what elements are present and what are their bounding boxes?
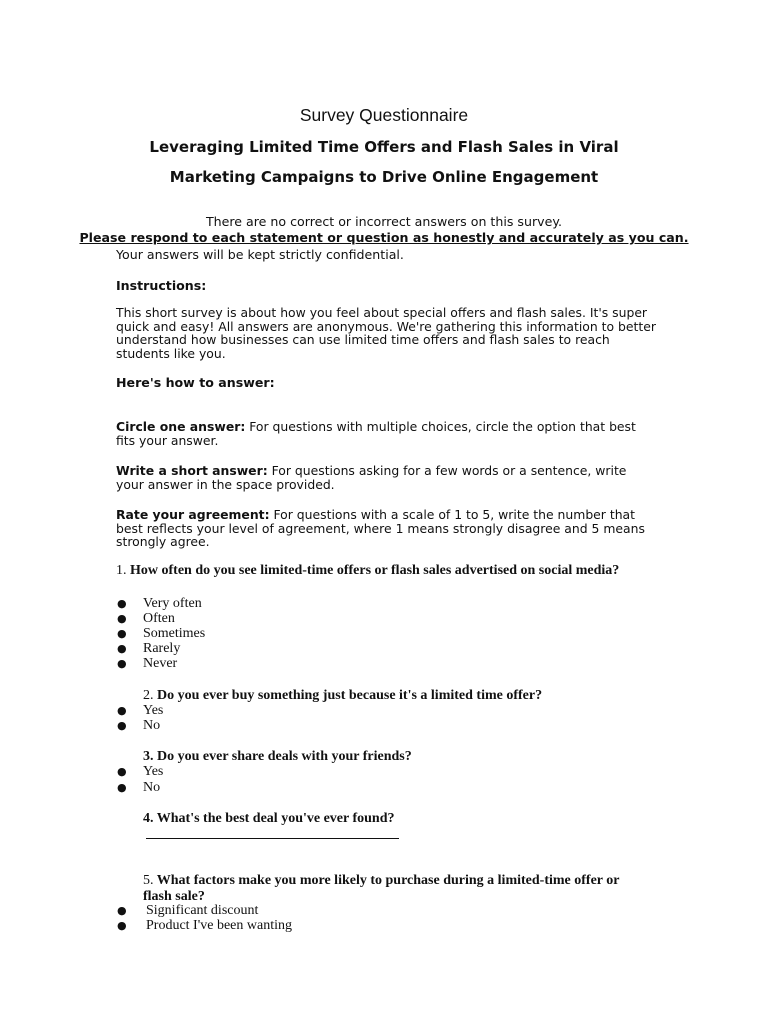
instructions-line: students like you. [116, 345, 226, 361]
rate-text-cont: strongly agree. [116, 534, 210, 550]
instructions-heading: Instructions: [116, 278, 207, 293]
question-4: 4. What's the best deal you've ever found? [143, 811, 395, 826]
q4-answer-line[interactable] [146, 838, 399, 839]
q2-option-no[interactable]: No [143, 718, 161, 733]
bullet-icon: ● [117, 597, 127, 610]
q5-option-significant-discount[interactable]: Significant discount [146, 903, 259, 918]
bullet-icon: ● [117, 719, 127, 732]
instructions-line: This short survey is about how you feel about special offers and flash sales. It's super [116, 305, 648, 320]
q1-option-very-often[interactable]: Very often [143, 596, 202, 611]
circle-one-answer-instruction [116, 420, 656, 447]
write-text: For questions asking for a few words or a sentence, write [267, 463, 627, 478]
question-5 [143, 873, 619, 904]
q3-option-no[interactable]: No [143, 780, 161, 795]
write-text-cont: your answer in the space provided. [116, 476, 335, 492]
bullet-icon: ● [117, 904, 127, 917]
q1-option-rarely[interactable]: Rarely [143, 641, 181, 656]
circle-text: For questions with multiple choices, circle the option that best [245, 419, 636, 434]
how-to-answer-heading: Here's how to answer: [116, 375, 275, 390]
subtitle-line-1: Leveraging Limited Time Offers and Flash Sales in Viral [149, 138, 619, 156]
instructions-line: understand how businesses can use limited time offers and flash sales to reach [116, 332, 610, 348]
notice-respond-honestly: Please respond to each statement or question as honestly and accurately as you can. [79, 230, 689, 245]
bullet-icon: ● [117, 612, 127, 625]
rate-text-cont: best reflects your level of agreement, where 1 means strongly disagree and 5 means [116, 520, 645, 536]
rate-label: Rate your agreement: [116, 507, 270, 522]
bullet-icon: ● [117, 627, 127, 640]
q1-option-never[interactable]: Never [143, 656, 178, 671]
circle-text-cont: fits your answer. [116, 432, 219, 448]
rate-text: For questions with a scale of 1 to 5, write the number that [269, 507, 635, 522]
bullet-icon: ● [117, 919, 127, 932]
q5-option-product-wanting[interactable]: Product I've been wanting [146, 918, 292, 933]
question-2 [143, 688, 542, 704]
q1-option-often[interactable]: Often [143, 611, 175, 626]
notice-no-correct-answers: There are no correct or incorrect answers on this survey. [205, 214, 562, 229]
instructions-line: quick and easy! All answers are anonymous. We're gathering this information to better [116, 318, 656, 334]
bullet-icon: ● [117, 781, 127, 794]
write-label: Write a short answer: [116, 463, 268, 478]
write-short-answer-instruction [116, 464, 656, 491]
q2-option-yes[interactable]: Yes [143, 703, 164, 718]
question-number: 5. [143, 873, 154, 888]
page-title: Survey Questionnaire [299, 105, 469, 125]
bullet-icon: ● [117, 765, 127, 778]
q1-option-sometimes[interactable]: Sometimes [143, 626, 206, 641]
question-text: Do you ever buy something just because it's a limited time offer? [153, 688, 543, 703]
bullet-icon: ● [117, 657, 127, 670]
instructions-paragraph [116, 306, 656, 360]
bullet-icon: ● [117, 704, 127, 717]
question-text: How often do you see limited-time offers or flash sales advertised on social media? [126, 563, 620, 578]
subtitle-line-2: Marketing Campaigns to Drive Online Engagement [169, 168, 599, 186]
question-number: 2. [143, 688, 154, 703]
q3-option-yes[interactable]: Yes [143, 764, 164, 779]
question-1 [116, 563, 619, 579]
question-3: 3. Do you ever share deals with your friends? [143, 749, 412, 764]
notice-confidential: Your answers will be kept strictly confidential. [116, 247, 404, 262]
question-text: What factors make you more likely to purchase during a limited-time offer or [153, 873, 620, 888]
question-text-cont: flash sale? [143, 888, 205, 904]
circle-label: Circle one answer: [116, 419, 246, 434]
bullet-icon: ● [117, 642, 127, 655]
question-number: 1. [116, 563, 127, 578]
rate-agreement-instruction [116, 508, 656, 549]
